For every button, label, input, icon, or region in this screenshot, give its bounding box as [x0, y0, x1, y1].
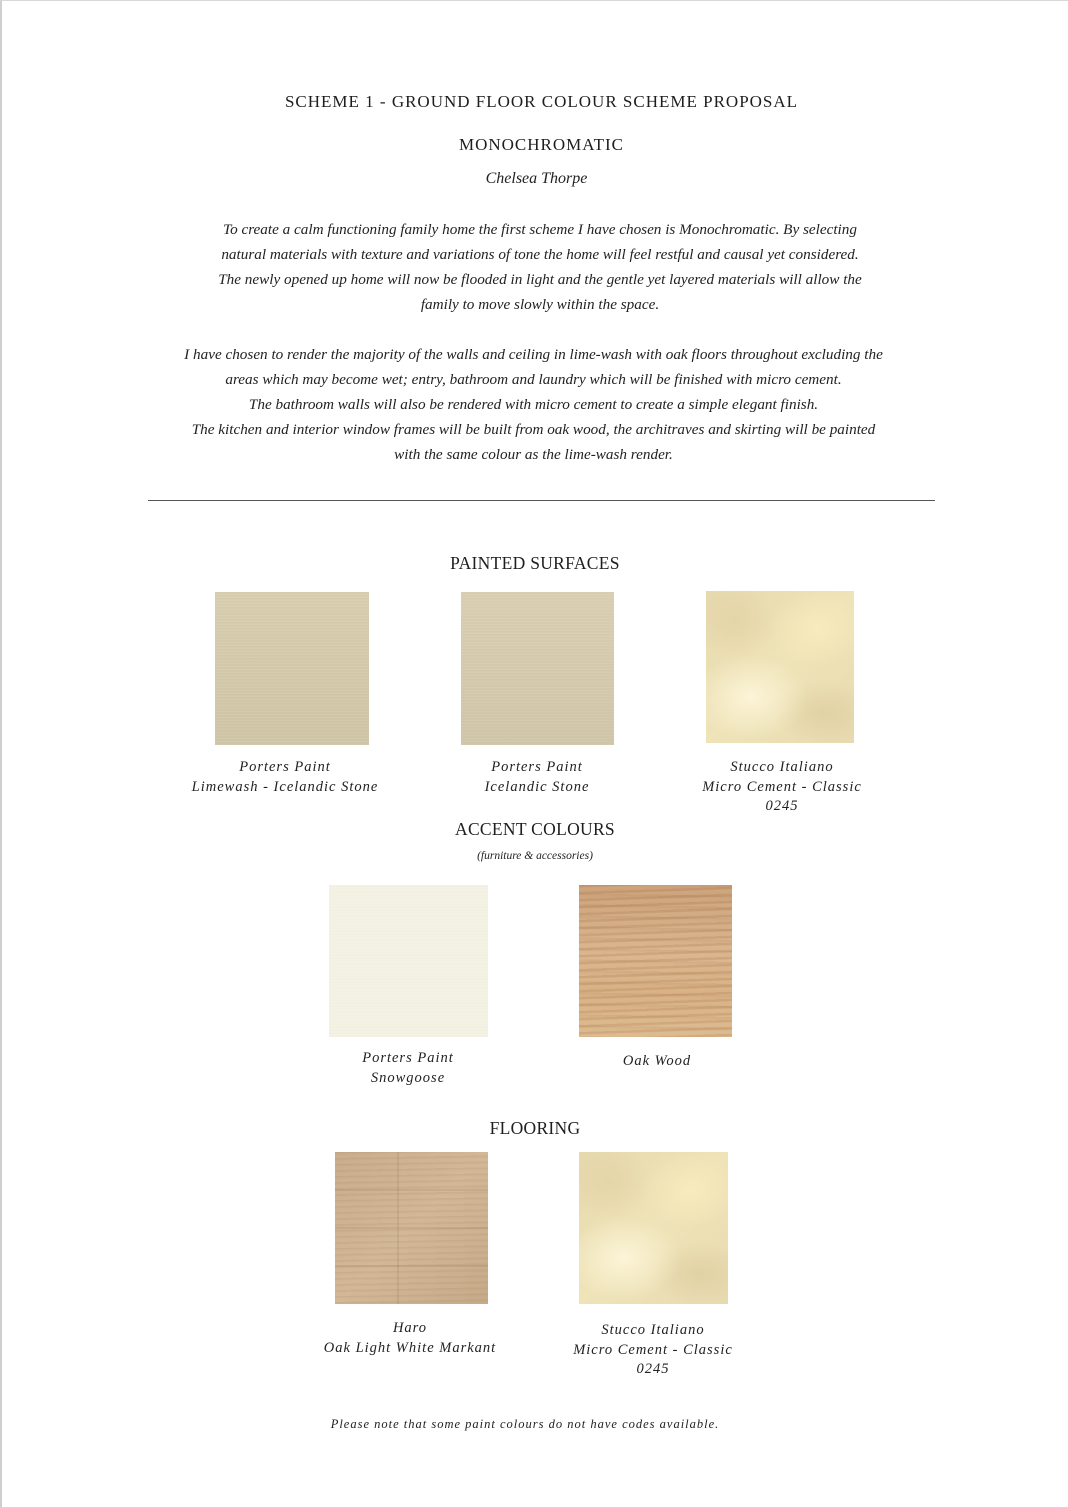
swatch-micro-cement-floor — [579, 1152, 728, 1304]
caption-line: Micro Cement - Classic — [573, 1341, 733, 1358]
intro-line: To create a calm functioning family home the first scheme I have chosen is Monochromatic. By selecting — [223, 221, 857, 238]
intro-line: The newly opened up home will now be flooded in light and the gentle yet layered materials will allow the — [218, 271, 862, 288]
swatch-oak-wood — [579, 885, 732, 1037]
caption-line: Stucco Italiano — [601, 1322, 705, 1338]
scheme-name: MONOCHROMATIC — [458, 135, 625, 154]
caption-line: Limewash - Icelandic Stone — [191, 778, 379, 795]
caption-line: Icelandic Stone — [484, 778, 590, 795]
swatch-caption — [543, 1321, 763, 1380]
painted-surfaces-title: PAINTED SURFACES — [450, 553, 620, 573]
intro-line: I have chosen to render the majority of the walls and ceiling in lime-wash with oak floors throughout excluding the — [184, 346, 883, 363]
caption-line: Stucco Italiano — [730, 759, 834, 775]
intro-line: areas which may become wet; entry, bathroom and laundry which will be finished with micro cement. — [225, 371, 842, 388]
intro-line: with the same colour as the lime-wash render. — [394, 446, 673, 463]
swatch-caption — [672, 758, 892, 817]
swatch-caption — [437, 758, 637, 797]
swatch-haro-oak-floor — [335, 1152, 488, 1304]
caption-line: Snowgoose — [370, 1069, 446, 1086]
intro-paragraph-2 — [120, 342, 947, 467]
caption-line: Porters Paint — [362, 1050, 454, 1066]
accent-colours-subtitle: (furniture & accessories) — [477, 850, 593, 862]
swatch-limewash-icelandic-stone — [215, 592, 369, 745]
section-divider — [148, 500, 935, 501]
intro-line: natural materials with texture and variations of tone the home will feel restful and causal yet considered. — [221, 246, 859, 263]
intro-line: The bathroom walls will also be rendered with micro cement to create a simple elegant finish. — [248, 396, 819, 413]
caption-line: Micro Cement - Classic — [702, 778, 862, 795]
swatch-micro-cement-classic — [706, 591, 854, 743]
document-title: SCHEME 1 - GROUND FLOOR COLOUR SCHEME PROPOSAL — [284, 92, 799, 111]
caption-line: Haro — [392, 1320, 428, 1336]
caption-line: Oak Light White Markant — [323, 1339, 497, 1356]
footer-note: Please note that some paint colours do not have codes available. — [330, 1417, 720, 1431]
swatch-caption — [308, 1049, 508, 1088]
swatch-caption — [300, 1319, 520, 1358]
swatch-icelandic-stone — [461, 592, 614, 745]
caption-line: Porters Paint — [491, 759, 583, 775]
caption-line: Oak Wood — [622, 1053, 692, 1069]
author-name: Chelsea Thorpe — [485, 170, 588, 187]
caption-line: 0245 — [765, 798, 799, 814]
intro-paragraph-1 — [140, 217, 940, 317]
intro-line: The kitchen and interior window frames will be built from oak wood, the architraves and skirting will be painted — [191, 421, 876, 438]
swatch-snowgoose — [329, 885, 488, 1037]
caption-line: Porters Paint — [239, 759, 331, 775]
caption-line: 0245 — [636, 1361, 670, 1377]
swatch-caption — [557, 1052, 757, 1072]
accent-colours-title: ACCENT COLOURS — [455, 819, 615, 839]
swatch-caption — [185, 758, 385, 797]
intro-line: family to move slowly within the space. — [420, 296, 660, 313]
flooring-title: FLOORING — [489, 1118, 581, 1138]
